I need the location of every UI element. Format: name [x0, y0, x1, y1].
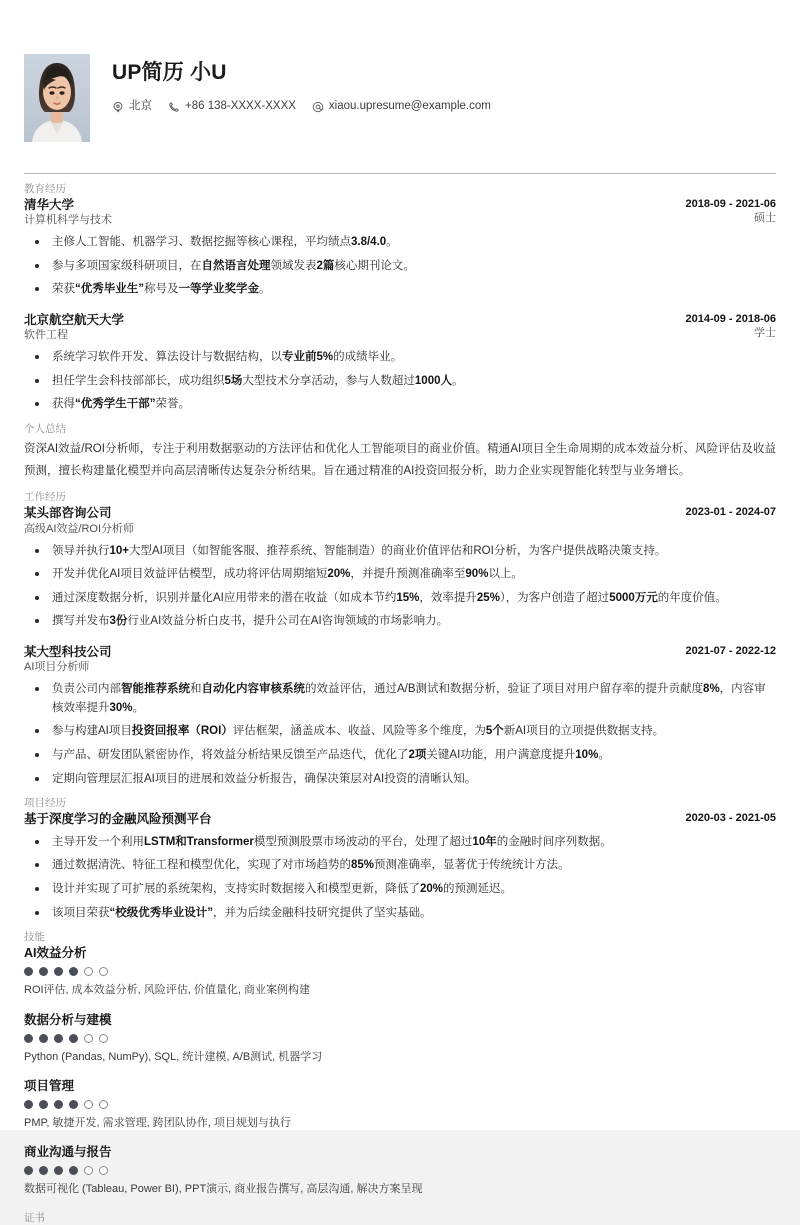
entry-right — [669, 505, 776, 519]
skill-item — [24, 945, 776, 998]
bullet-item: 撰写并发布3份行业AI效益分析白皮书，提升公司在AI咨询领域的市场影响力。 — [24, 612, 776, 631]
skill-tags: PMP, 敏捷开发, 需求管理, 跨团队协作, 项目规划与执行 — [24, 1116, 291, 1129]
email-at-icon — [312, 101, 324, 113]
rating-dot-empty — [99, 967, 108, 976]
rating-dot-filled — [54, 1034, 63, 1043]
bullet-item: 通过数据清洗、特征工程和模型优化，实现了对市场趋势的85%预测准确率，显著优于传统统计方法。 — [24, 856, 776, 875]
contact-email-text: xiaou.upresume@example.com — [328, 100, 491, 113]
rating-dot-empty — [99, 1166, 108, 1175]
bullet-item: 与产品、研发团队紧密协作，将效益分析结果反馈至产品迭代，优化了2项关键AI功能，用户满意度提升10%。 — [24, 746, 776, 765]
avatar — [24, 54, 90, 142]
skill-tags: ROI评估, 成本效益分析, 风险评估, 价值量化, 商业案例构建 — [24, 984, 311, 997]
rating-dot-filled — [39, 1034, 48, 1043]
entry-left — [24, 197, 112, 228]
entry-right — [669, 811, 776, 825]
phone-icon — [168, 101, 180, 113]
rating-dot-filled — [54, 1166, 63, 1175]
rating-dot-filled — [69, 1034, 78, 1043]
bullet-item: 负责公司内部智能推荐系统和自动化内容审核系统的效益评估，通过A/B测试和数据分析，验证了项目对用户留存率的提升贡献度8%，内容审核效率提升30%。 — [24, 680, 776, 717]
entry-role: AI项目分析师 — [24, 661, 90, 674]
section-label-work: 工作经历 — [24, 491, 66, 504]
skill-name: 商业沟通与报告 — [24, 1145, 112, 1160]
bullet-item: 该项目荣获“校级优秀毕业设计”，并为后续金融科技研究提供了坚实基础。 — [24, 904, 776, 923]
rating-dot-filled — [69, 1166, 78, 1175]
rating-dot-empty — [84, 1100, 93, 1109]
rating-dot-filled — [39, 967, 48, 976]
section-label-summary: 个人总结 — [24, 423, 66, 436]
skill-name: 数据分析与建模 — [24, 1012, 112, 1027]
entry-header — [24, 312, 776, 343]
rating-dot-filled — [24, 1166, 33, 1175]
rating-dot-filled — [39, 1166, 48, 1175]
entry-role: 高级AI效益/ROI分析师 — [24, 522, 135, 535]
section-education — [24, 174, 776, 414]
rating-dot-filled — [69, 967, 78, 976]
resume-entry — [24, 811, 776, 922]
bullet-item: 主修人工智能、机器学习、数据挖掘等核心课程，平均绩点3.8/4.0。 — [24, 233, 776, 252]
page-title: UP简历 小U — [112, 61, 227, 84]
entry-bullet-list — [24, 348, 776, 414]
entry-organization: 清华大学 — [24, 198, 75, 213]
entry-left — [24, 312, 124, 343]
section-skills — [24, 922, 776, 1198]
rating-dot-empty — [99, 1034, 108, 1043]
bullet-item: 担任学生会科技部部长，成功组织5场大型技术分享活动，参与人数超过1000人。 — [24, 372, 776, 391]
skill-rating — [24, 1034, 776, 1043]
bullet-item: 通过深度数据分析，识别并量化AI应用带来的潜在收益（如成本节约15%，效率提升25%），为客户创造了超过5000万元的年度价值。 — [24, 589, 776, 608]
contact-list — [112, 101, 507, 113]
entry-header — [24, 811, 776, 827]
location-pin-icon — [112, 101, 124, 113]
entry-header — [24, 644, 776, 675]
skill-item — [24, 1144, 776, 1197]
entry-organization: 北京航空航天大学 — [24, 313, 125, 328]
section-label-skills: 技能 — [24, 931, 45, 944]
bullet-item: 领导并执行10+大型AI项目（如智能客服、推荐系统、智能制造）的商业价值评估和ROI分析，为客户提供战略决策支持。 — [24, 542, 776, 561]
rating-dot-empty — [84, 1034, 93, 1043]
section-label-certificates: 证书 — [24, 1211, 45, 1224]
rating-dot-empty — [84, 967, 93, 976]
entry-bullet-list — [24, 542, 776, 632]
bullet-item: 主导开发一个利用LSTM和Transformer模型预测股票市场波动的平台，处理了超过10年的金融时间序列数据。 — [24, 833, 776, 852]
entry-left — [24, 811, 212, 827]
entry-role: 软件工程 — [24, 329, 68, 342]
entry-bullet-list — [24, 680, 776, 788]
rating-dot-filled — [39, 1100, 48, 1109]
section-label-education: 教育经历 — [24, 183, 66, 195]
skill-item — [24, 1012, 776, 1065]
section-work — [24, 482, 776, 788]
rating-dot-filled — [54, 1100, 63, 1109]
summary-text: 资深AI效益/ROI分析师，专注于利用数据驱动的方法评估和优化人工智能项目的商业价值。精通AI项目全生命周期的成本效益分析、风险评估及收益预测，擅长构建量化模型并向高层清晰传达复杂分析结果。旨在通过精准的AI投资回报分析，助力企业实现智能化转型与业务增长。 — [24, 443, 776, 478]
entry-dates: 2021-07 - 2022-12 — [685, 645, 776, 658]
entry-degree: 学士 — [754, 327, 776, 340]
bullet-item: 参与构建AI项目投资回报率（ROI）评估框架，涵盖成本、收益、风险等多个维度，为5个新AI项目的立项提供数据支持。 — [24, 722, 776, 741]
section-certificates — [24, 1200, 776, 1225]
bullet-item: 设计并实现了可扩展的系统架构，支持实时数据接入和模型更新，降低了20%的预测延迟。 — [24, 880, 776, 899]
section-summary — [24, 414, 776, 482]
resume-entry — [24, 312, 776, 414]
skill-item — [24, 1078, 776, 1131]
rating-dot-empty — [99, 1100, 108, 1109]
section-label-projects: 项目经历 — [24, 797, 66, 810]
header-text — [112, 54, 507, 113]
bullet-item: 参与多项国家级科研项目，在自然语言处理领域发表2篇核心期刊论文。 — [24, 257, 776, 276]
rating-dot-filled — [69, 1100, 78, 1109]
bullet-item: 获得“优秀学生干部”荣誉。 — [24, 395, 776, 414]
skill-tags: Python (Pandas, NumPy), SQL, 统计建模, A/B测试, 机器学习 — [24, 1050, 323, 1063]
section-projects — [24, 788, 776, 922]
entry-degree: 硕士 — [754, 212, 776, 225]
resume-entry — [24, 197, 776, 299]
skill-name: 项目管理 — [24, 1079, 75, 1094]
rating-dot-empty — [84, 1166, 93, 1175]
rating-dot-filled — [24, 1034, 33, 1043]
entry-role: 计算机科学与技术 — [24, 214, 112, 227]
entry-bullet-list — [24, 833, 776, 923]
entry-organization: 某大型科技公司 — [24, 645, 112, 660]
skill-list — [24, 945, 776, 1198]
entry-organization: 某头部咨询公司 — [24, 506, 112, 521]
skill-name: AI效益分析 — [24, 946, 87, 961]
rating-dot-filled — [24, 1100, 33, 1109]
bullet-item: 荣获“优秀毕业生”称号及一等学业奖学金。 — [24, 280, 776, 299]
contact-location — [112, 101, 152, 113]
resume-header — [24, 0, 776, 142]
skill-rating — [24, 1166, 776, 1175]
project-entries — [24, 811, 776, 922]
entry-header — [24, 197, 776, 228]
contact-phone — [168, 101, 296, 113]
rating-dot-filled — [24, 967, 33, 976]
resume-entry — [24, 505, 776, 631]
entry-right — [669, 312, 776, 341]
entry-dates: 2018-09 - 2021-06 — [685, 198, 776, 211]
work-entries — [24, 505, 776, 788]
entry-organization: 基于深度学习的金融风险预测平台 — [24, 812, 212, 827]
entry-bullet-list — [24, 233, 776, 299]
entry-left — [24, 505, 134, 536]
contact-email — [312, 101, 491, 113]
skill-tags: 数据可视化 (Tableau, Power BI), PPT演示, 商业报告撰写, 高层沟通, 解决方案呈现 — [24, 1183, 423, 1196]
entry-left — [24, 644, 112, 675]
entry-right — [669, 644, 776, 658]
rating-dot-filled — [54, 967, 63, 976]
skill-rating — [24, 967, 776, 976]
contact-phone-text: +86 138-XXXX-XXXX — [185, 100, 296, 113]
bullet-item: 定期向管理层汇报AI项目的进展和效益分析报告，确保决策层对AI投资的清晰认知。 — [24, 770, 776, 789]
entry-dates: 2014-09 - 2018-06 — [685, 313, 776, 326]
contact-location-text: 北京 — [129, 100, 152, 113]
skill-rating — [24, 1100, 776, 1109]
entry-dates: 2023-01 - 2024-07 — [685, 506, 776, 519]
bullet-item: 开发并优化AI项目效益评估模型，成功将评估周期缩短20%，并提升预测准确率至90%以上。 — [24, 565, 776, 584]
entry-dates: 2020-03 - 2021-05 — [685, 812, 776, 825]
entry-right — [669, 197, 776, 226]
entry-header — [24, 505, 776, 536]
education-entries — [24, 197, 776, 414]
resume-entry — [24, 644, 776, 788]
bullet-item: 系统学习软件开发、算法设计与数据结构，以专业前5%的成绩毕业。 — [24, 348, 776, 367]
